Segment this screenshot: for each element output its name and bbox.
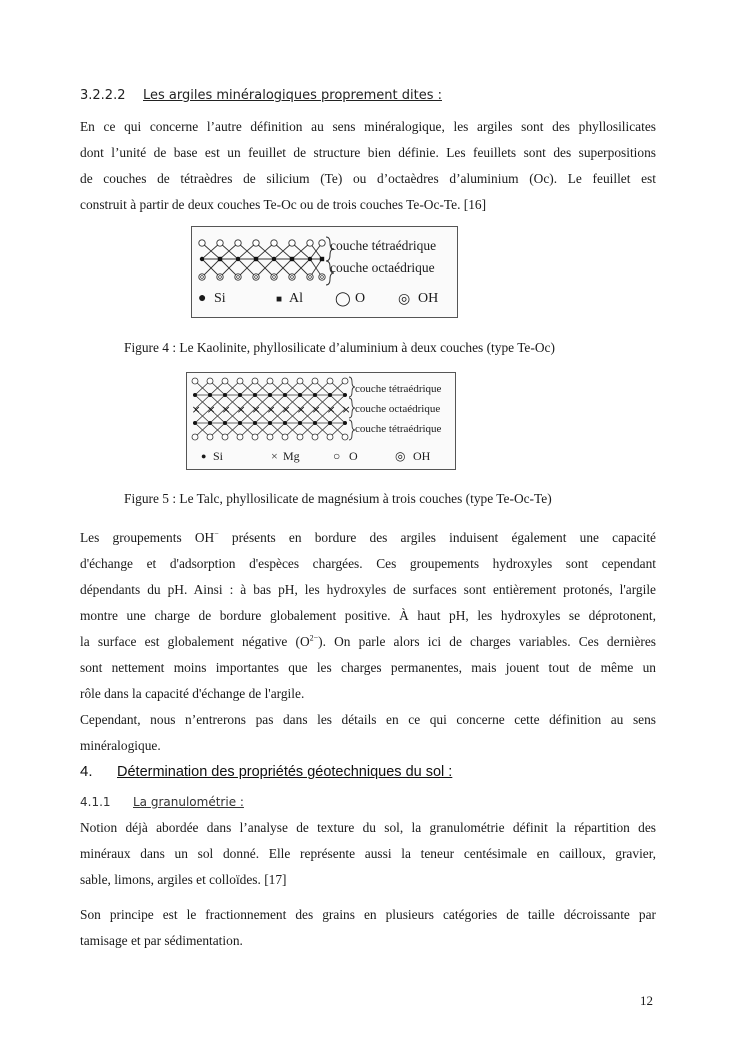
aluminium-atom (254, 257, 258, 261)
oxygen-atom (237, 378, 243, 384)
magnesium-cross-icon: × (266, 403, 276, 416)
label-tetrahedral-top: couche tétraédrique (355, 383, 442, 395)
figure-kaolinite (191, 226, 458, 318)
silicon-atom (298, 393, 302, 397)
oxygen-atom (217, 240, 223, 246)
silicon-atom (223, 393, 227, 397)
legend-o-circle-icon: ○ (333, 449, 341, 463)
silicon-atom (208, 421, 212, 425)
oxygen-atom (235, 240, 241, 246)
label-tetrahedral: couche tétraédrique (330, 238, 437, 253)
text-line: montre une charge de bordure globalement positive. À haut pH, les hydroxyles se déprotonent, (80, 608, 656, 623)
oxygen-atom (297, 434, 303, 440)
legend-oh: OH (418, 291, 439, 306)
legend-o: O (355, 291, 366, 306)
oxygen-atom (192, 378, 198, 384)
text-line: construit à partir de deux couches Te-Oc ou de trois couches Te-Oc-Te. [16] (80, 197, 487, 212)
silicon-atom (208, 393, 212, 397)
oxygen-atom (319, 240, 325, 246)
silicon-atom (283, 421, 287, 425)
text-line: minéralogique. (80, 738, 161, 753)
layer-labels (355, 379, 441, 439)
figure-5-caption: Figure 5 : Le Talc, phyllosilicate de magnésium à trois couches (type Te-Oc-Te) (124, 491, 552, 506)
legend-o: O (349, 449, 358, 463)
oxygen-atom (207, 378, 213, 384)
silicon-atom (343, 393, 347, 397)
magnesium-cross-icon: × (206, 403, 216, 416)
magnesium-cross-icon: × (236, 403, 246, 416)
magnesium-cross-icon: × (281, 403, 291, 416)
hydroxyl-group (217, 274, 223, 280)
oxygen-atom (307, 240, 313, 246)
paragraph-hydroxyl-groups (80, 525, 656, 759)
section-title: Détermination des propriétés géotechniques du sol : (117, 764, 453, 780)
legend-si: Si (214, 291, 226, 306)
silicon-atom (223, 421, 227, 425)
hydroxyl-group (253, 274, 259, 280)
oxygen-atom (327, 378, 333, 384)
silicon-atom (193, 393, 197, 397)
hydroxyl-group (307, 274, 313, 280)
hydroxyl-group (289, 274, 295, 280)
legend-al-square-icon: ■ (276, 294, 283, 305)
text-line: rôle dans la capacité d'échange de l'argile. (80, 686, 305, 701)
magnesium-cross-icon: × (296, 403, 306, 416)
oxygen-atom (252, 378, 258, 384)
silicon-atom (238, 421, 242, 425)
label-octahedral: couche octaédrique (330, 260, 435, 275)
magnesium-cross-icon: × (341, 403, 351, 416)
silicon-atom (283, 393, 287, 397)
magnesium-cross-icon: × (191, 403, 201, 416)
silicon-atom (308, 257, 312, 261)
silicon-atom (253, 421, 257, 425)
hydroxyl-group (199, 274, 205, 280)
legend-al: Al (289, 291, 303, 306)
paragraph-principle (80, 902, 656, 954)
hydroxyl-group (235, 274, 241, 280)
text-line: la surface est globalement négative $(O^{2-})$. On parle alors ici de charges variables. Ces dernières (80, 633, 656, 649)
section-heading-4 (80, 763, 452, 780)
legend-si-dot-icon: ● (198, 291, 207, 306)
section-title: La granulométrie : (133, 795, 244, 809)
section-heading-3-2-2-2 (80, 88, 442, 103)
text-line: Son principe est le fractionnement des grains en plusieurs catégories de taille décroissante par (80, 907, 656, 922)
oxygen-atom (342, 378, 348, 384)
oxygen-atom (199, 240, 205, 246)
silicon-atom (193, 421, 197, 425)
oxygen-atom (237, 434, 243, 440)
text-line: En ce qui concerne l’autre définition au sens minéralogique, les argiles sont des phyllosilicates (80, 119, 656, 134)
oxygen-atom (222, 434, 228, 440)
layer-labels (330, 235, 436, 279)
oxygen-atom (271, 240, 277, 246)
silicon-atom (313, 393, 317, 397)
aluminium-atom (290, 257, 294, 261)
magnesium-cross-icon: × (311, 403, 321, 416)
text-line: sont nettement moins importantes que les charges permanentes, mais jouent tout de même un (80, 660, 656, 675)
legend-si: Si (213, 449, 224, 463)
hydroxyl-group (319, 274, 325, 280)
text-line: d'échange et d'adsorption d'espèces chargées. Ces groupements hydroxyles sont cependant (80, 556, 656, 571)
silicon-atom (343, 421, 347, 425)
silicon-atom (268, 393, 272, 397)
oxygen-atom (312, 434, 318, 440)
legend-oh-double-circle-icon: ◎ (395, 449, 406, 463)
page-number: 12 (640, 993, 653, 1008)
figure-talc (186, 372, 456, 470)
oxygen-atom (267, 378, 273, 384)
oxygen-atom (282, 378, 288, 384)
legend-si-dot-icon: ● (201, 451, 207, 461)
silicon-atom (236, 257, 240, 261)
section-number: 4.1.1 (80, 795, 111, 809)
label-octahedral: couche octaédrique (355, 403, 441, 415)
oxygen-atom (222, 378, 228, 384)
oxygen-atom (253, 240, 259, 246)
text-line: de couches de tétraèdres de silicium (Te) ou d’octaèdres d’aluminium (Oc). Le feuillet est (80, 171, 656, 186)
silicon-atom (313, 421, 317, 425)
silicon-atom (238, 393, 242, 397)
silicon-atom (268, 421, 272, 425)
silicon-atom (272, 257, 276, 261)
section-number: 4. (80, 763, 93, 780)
hydroxyl-group (271, 274, 277, 280)
magnesium-cross-icon: × (221, 403, 231, 416)
text-line: Cependant, nous n’entrerons pas dans les détails en ce qui concerne cette définition au sens (80, 712, 656, 727)
label-tetrahedral-bottom: couche tétraédrique (355, 423, 442, 435)
paragraph-definition (80, 114, 656, 218)
silicon-atom (328, 393, 332, 397)
oxygen-atom (282, 434, 288, 440)
legend-oh: OH (413, 449, 431, 463)
legend-mg: Mg (283, 449, 300, 463)
figure-4-caption: Figure 4 : Le Kaolinite, phyllosilicate d’aluminium à deux couches (type Te-Oc) (124, 340, 555, 355)
text-line: sable, limons, argiles et colloïdes. [17] (80, 872, 287, 887)
oxygen-atom (289, 240, 295, 246)
oxygen-atom (267, 434, 273, 440)
magnesium-cross-icon: × (251, 403, 261, 416)
text-line: dont l’unité de base est un feuillet de structure bien définie. Les feuillets sont des superpositions (80, 145, 656, 160)
oxygen-atom (252, 434, 258, 440)
oxygen-atom (327, 434, 333, 440)
silicon-atom (328, 421, 332, 425)
text-line: Notion déjà abordée dans l’analyse de texture du sol, la granulométrie définit la répartition des (80, 820, 656, 835)
silicon-atom (200, 257, 204, 261)
paragraph-granulometry (80, 815, 656, 893)
section-number: 3.2.2.2 (80, 88, 126, 103)
silicon-atom (253, 393, 257, 397)
oxygen-atom (207, 434, 213, 440)
text-line: minéraux dans un sol donné. Elle représente aussi la teneur centésimale en cailloux, gravier, (80, 846, 656, 861)
text-line: Les groupements OH− présents en bordure des argiles induisent également une capacité (80, 529, 656, 545)
aluminium-atom (218, 257, 222, 261)
oxygen-atom (297, 378, 303, 384)
oxygen-atom (192, 434, 198, 440)
text-line: tamisage et par sédimentation. (80, 933, 243, 948)
magnesium-cross-icon: × (326, 403, 336, 416)
legend-o-circle-icon: ◯ (335, 292, 351, 307)
oxygen-atom (312, 378, 318, 384)
oxygen-atom (342, 434, 348, 440)
section-heading-4-1-1 (80, 795, 244, 809)
legend-mg-cross-icon: × (271, 449, 278, 463)
section-title: Les argiles minéralogiques proprement dites : (143, 88, 442, 103)
legend-oh-double-circle-icon: ◎ (398, 292, 411, 307)
silicon-atom (298, 421, 302, 425)
text-line: dépendants du pH. Ainsi : à bas pH, les hydroxyles de surfaces sont entièrement protonés, l'argile (80, 582, 656, 597)
aluminium-atom (320, 257, 324, 261)
